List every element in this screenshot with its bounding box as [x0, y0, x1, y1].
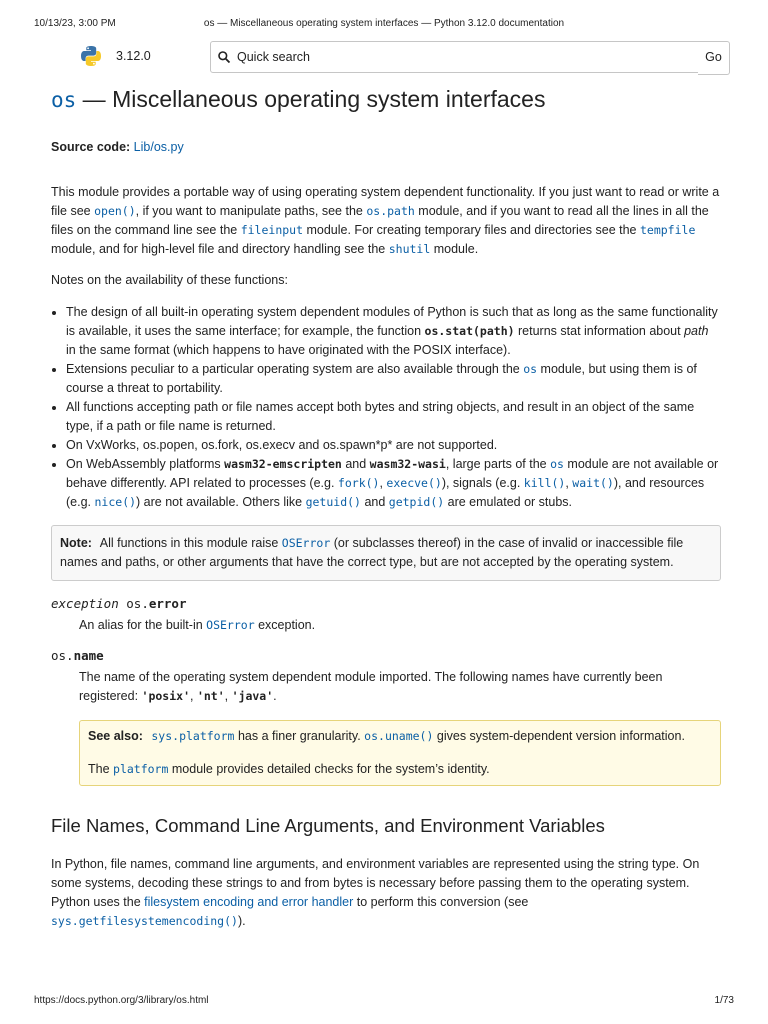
os-prefix: os.	[126, 596, 149, 611]
os-prefix: os.	[51, 648, 74, 663]
text: exception.	[254, 618, 316, 632]
text: gives system-dependent version information.	[433, 729, 685, 743]
getuid-link[interactable]: getuid()	[305, 495, 361, 509]
print-url: https://docs.python.org/3/library/os.html	[34, 995, 209, 1006]
search-input[interactable]	[235, 47, 679, 67]
os-link[interactable]: os	[550, 457, 564, 471]
shutil-link[interactable]: shutil	[388, 242, 431, 256]
see-also-platform-text	[88, 760, 712, 779]
text: module, and if you want to read all the lines in all the files on the command line see the	[51, 204, 709, 237]
os-uname-link[interactable]: os.uname()	[364, 729, 434, 743]
text: (or subclasses thereof) in the case of invalid or inaccessible file names and paths, or other arguments that have the correct type, but are not accepted by the operating system.	[60, 536, 684, 569]
text: Extensions peculiar to a particular operating system are also available through the	[66, 362, 524, 376]
see-also-text	[88, 727, 712, 746]
page-title	[51, 84, 721, 115]
kill-link[interactable]: kill()	[523, 476, 566, 490]
page-title-text: — Miscellaneous operating system interfaces	[76, 86, 546, 112]
text: The name of the operating system dependent module imported. The following names have currently been registered:	[79, 670, 663, 703]
intro-paragraph	[51, 183, 721, 259]
wasm-emscripten-literal: wasm32-emscripten	[224, 457, 342, 471]
text: ), and resources (e.g.	[66, 476, 705, 509]
error-name: error	[148, 596, 187, 611]
main-content	[51, 84, 721, 931]
os-error-signature	[51, 595, 721, 613]
nt-literal: 'nt'	[196, 689, 225, 703]
text: ,	[224, 689, 232, 703]
text: ,	[190, 689, 197, 703]
list-item	[66, 436, 721, 455]
text: The	[88, 762, 114, 776]
open-link[interactable]: open()	[94, 204, 136, 218]
text: and	[341, 457, 370, 471]
text: ,	[379, 476, 387, 490]
top-navigation-bar	[66, 41, 730, 73]
getfilesystemencoding-link[interactable]: sys.getfilesystemencoding()	[51, 914, 238, 928]
text: All functions in this module raise	[99, 536, 282, 550]
python-logo-icon[interactable]	[80, 45, 102, 67]
text: module, but using them is of course a threat to portability.	[66, 362, 697, 395]
source-code-line	[51, 138, 721, 157]
os-link[interactable]: os	[523, 362, 538, 376]
text: ,	[565, 476, 573, 490]
see-also-admonition	[79, 720, 721, 786]
os-error-entry	[51, 595, 721, 635]
os-error-description	[79, 616, 721, 635]
text: are emulated or stubs.	[444, 495, 573, 509]
text: On VxWorks, os.popen, os.fork, os.execv and os.spawn*p* are not supported.	[66, 438, 498, 452]
text: On WebAssembly platforms	[66, 457, 225, 471]
list-item	[66, 360, 721, 398]
nice-link[interactable]: nice()	[94, 495, 137, 509]
text: The design of all built-in operating system dependent modules of Python is such that as long as the same functionality is available, it uses the same interface; for example, the function	[66, 305, 718, 338]
fileinput-link[interactable]: fileinput	[240, 223, 304, 237]
text: module are not available or behave differently. API related to processes (e.g.	[66, 457, 719, 490]
text: to perform this conversion (see	[353, 895, 529, 909]
text: module. For creating temporary files and directories see the	[303, 223, 640, 237]
text: , if you want to manipulate paths, see the	[135, 204, 367, 218]
os-stat-literal: os.stat(path)	[424, 324, 515, 338]
print-doc-title: os — Miscellaneous operating system interfaces — Python 3.12.0 documentation	[203, 18, 565, 29]
page-title-module: os	[51, 88, 77, 112]
text: ) are not available. Others like	[136, 495, 306, 509]
note-admonition	[51, 525, 721, 581]
text: All functions accepting path or file names accept both bytes and string objects, and result in an object of the same type, if a path or file name is returned.	[66, 400, 695, 433]
source-code-link[interactable]: Lib/os.py	[133, 140, 184, 154]
fork-link[interactable]: fork()	[337, 476, 380, 490]
posix-literal: 'posix'	[141, 689, 190, 703]
wasm-wasi-literal: wasm32-wasi	[369, 457, 446, 471]
getpid-link[interactable]: getpid()	[388, 495, 445, 509]
wait-link[interactable]: wait()	[572, 476, 614, 490]
os-name-signature	[51, 647, 721, 665]
go-button[interactable]: Go	[698, 41, 730, 75]
text: module.	[430, 242, 479, 256]
text: This module provides a portable way of using operating system dependent functionality. If you just want to read or write a file see	[51, 185, 720, 218]
text: module provides detailed checks for the system’s identity.	[168, 762, 490, 776]
text: In Python, file names, command line arguments, and environment variables are represented using the string type. On some systems, decoding these strings to and from bytes is necessary before passing them to the operating system. Python uses the	[51, 857, 700, 909]
search-icon	[217, 50, 231, 64]
text: and	[360, 495, 389, 509]
text: returns stat information about	[514, 324, 685, 338]
filesystem-encoding-link[interactable]: filesystem encoding and error handler	[144, 895, 354, 909]
text: , large parts of the	[445, 457, 551, 471]
execve-link[interactable]: execve()	[386, 476, 442, 490]
print-page-number: 1/73	[714, 995, 734, 1006]
tempfile-link[interactable]: tempfile	[639, 223, 696, 237]
availability-list	[51, 303, 721, 512]
os-name-entry	[51, 647, 721, 786]
notes-heading: Notes on the availability of these functions:	[51, 273, 288, 287]
list-item	[66, 398, 721, 436]
oserror-link[interactable]: OSError	[281, 536, 331, 550]
platform-link[interactable]: platform	[113, 762, 169, 776]
source-code-label: Source code:	[51, 140, 131, 154]
text: has a finer granularity.	[234, 729, 365, 743]
java-literal: 'java'	[231, 689, 274, 703]
list-item	[66, 303, 721, 360]
version-value: 3.12.0	[116, 49, 151, 63]
list-item	[66, 455, 721, 512]
name-name: name	[73, 648, 104, 663]
text: An alias for the built-in	[79, 618, 207, 632]
note-text	[60, 534, 712, 572]
section-heading: File Names, Command Line Arguments, and Environment Variables	[51, 815, 605, 836]
text: ), signals (e.g.	[441, 476, 524, 490]
note-label: Note:	[60, 536, 92, 550]
path-emphasis: path	[684, 324, 709, 338]
sys-platform-link[interactable]: sys.platform	[151, 729, 235, 743]
text: module, and for high-level file and directory handling see the	[51, 242, 389, 256]
text: in the same format (which happens to have originated with the POSIX interface).	[66, 343, 511, 357]
exception-keyword: exception	[51, 596, 119, 611]
os-name-body	[79, 668, 721, 786]
print-datetime: 10/13/23, 3:00 PM	[34, 18, 116, 29]
text: .	[273, 689, 277, 703]
os-path-link[interactable]: os.path	[366, 204, 415, 218]
filenames-paragraph	[51, 855, 721, 931]
oserror-link[interactable]: OSError	[206, 618, 255, 632]
os-name-description	[79, 668, 721, 706]
print-header	[34, 18, 734, 32]
quick-search-box	[210, 41, 700, 73]
text: ).	[237, 914, 246, 928]
see-also-label: See also:	[88, 729, 143, 743]
